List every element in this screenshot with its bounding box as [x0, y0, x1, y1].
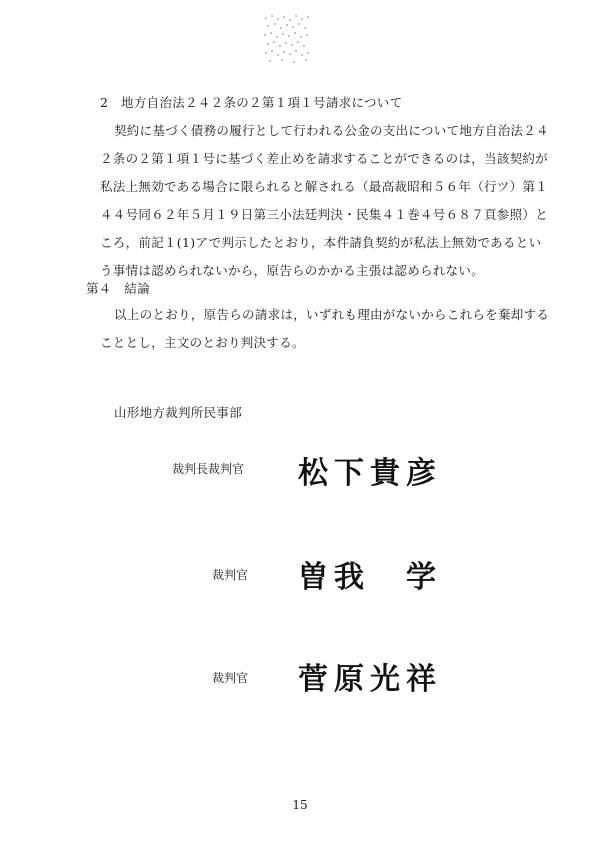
paragraph-line: ころ，前記１(1)アで判示したとおり，本件請負契約が私法上無効であるとい: [100, 235, 542, 250]
paragraph-line: こととし，主文のとおり判決する。: [100, 335, 305, 350]
paragraph-line: ４４号同６２年５月１９日第三小法廷判決・民集４１巻４号６８７頁参照）と: [100, 207, 549, 222]
paragraph-line: 私法上無効である場合に限られると解される（最高裁昭和５６年（行ツ）第１: [100, 179, 549, 194]
presiding-judge-title: 裁判長裁判官: [172, 462, 245, 476]
page-number: 15: [292, 798, 308, 812]
court-name: 山形地方裁判所民事部: [114, 405, 243, 420]
section-heading-conclusion: 第４ 結論: [86, 281, 151, 296]
paragraph-line: 契約に基づく債務の履行として行われる公金の支出について地方自治法２４: [114, 123, 549, 138]
presiding-judge-signature: 松下貴彦: [298, 456, 442, 491]
judge-signature: 曽我 学: [298, 560, 442, 595]
paragraph-line: ２条の２第１項１号に基づく差止めを請求することができるのは，当該契約が: [100, 151, 549, 166]
scan-speckle-mark: [262, 14, 314, 64]
paragraph-line: 以上のとおり，原告らの請求は，いずれも理由がないからこれらを棄却する: [114, 307, 550, 322]
paragraph-line: う事情は認められないから，原告らのかかる主張は認められない。: [100, 263, 485, 278]
judge-title: 裁判官: [212, 568, 249, 582]
judge-signature: 菅原光祥: [298, 662, 442, 697]
section-heading-2: 2 地方自治法２４２条の２第１項１号請求について: [100, 95, 403, 110]
judge-title: 裁判官: [212, 671, 249, 685]
